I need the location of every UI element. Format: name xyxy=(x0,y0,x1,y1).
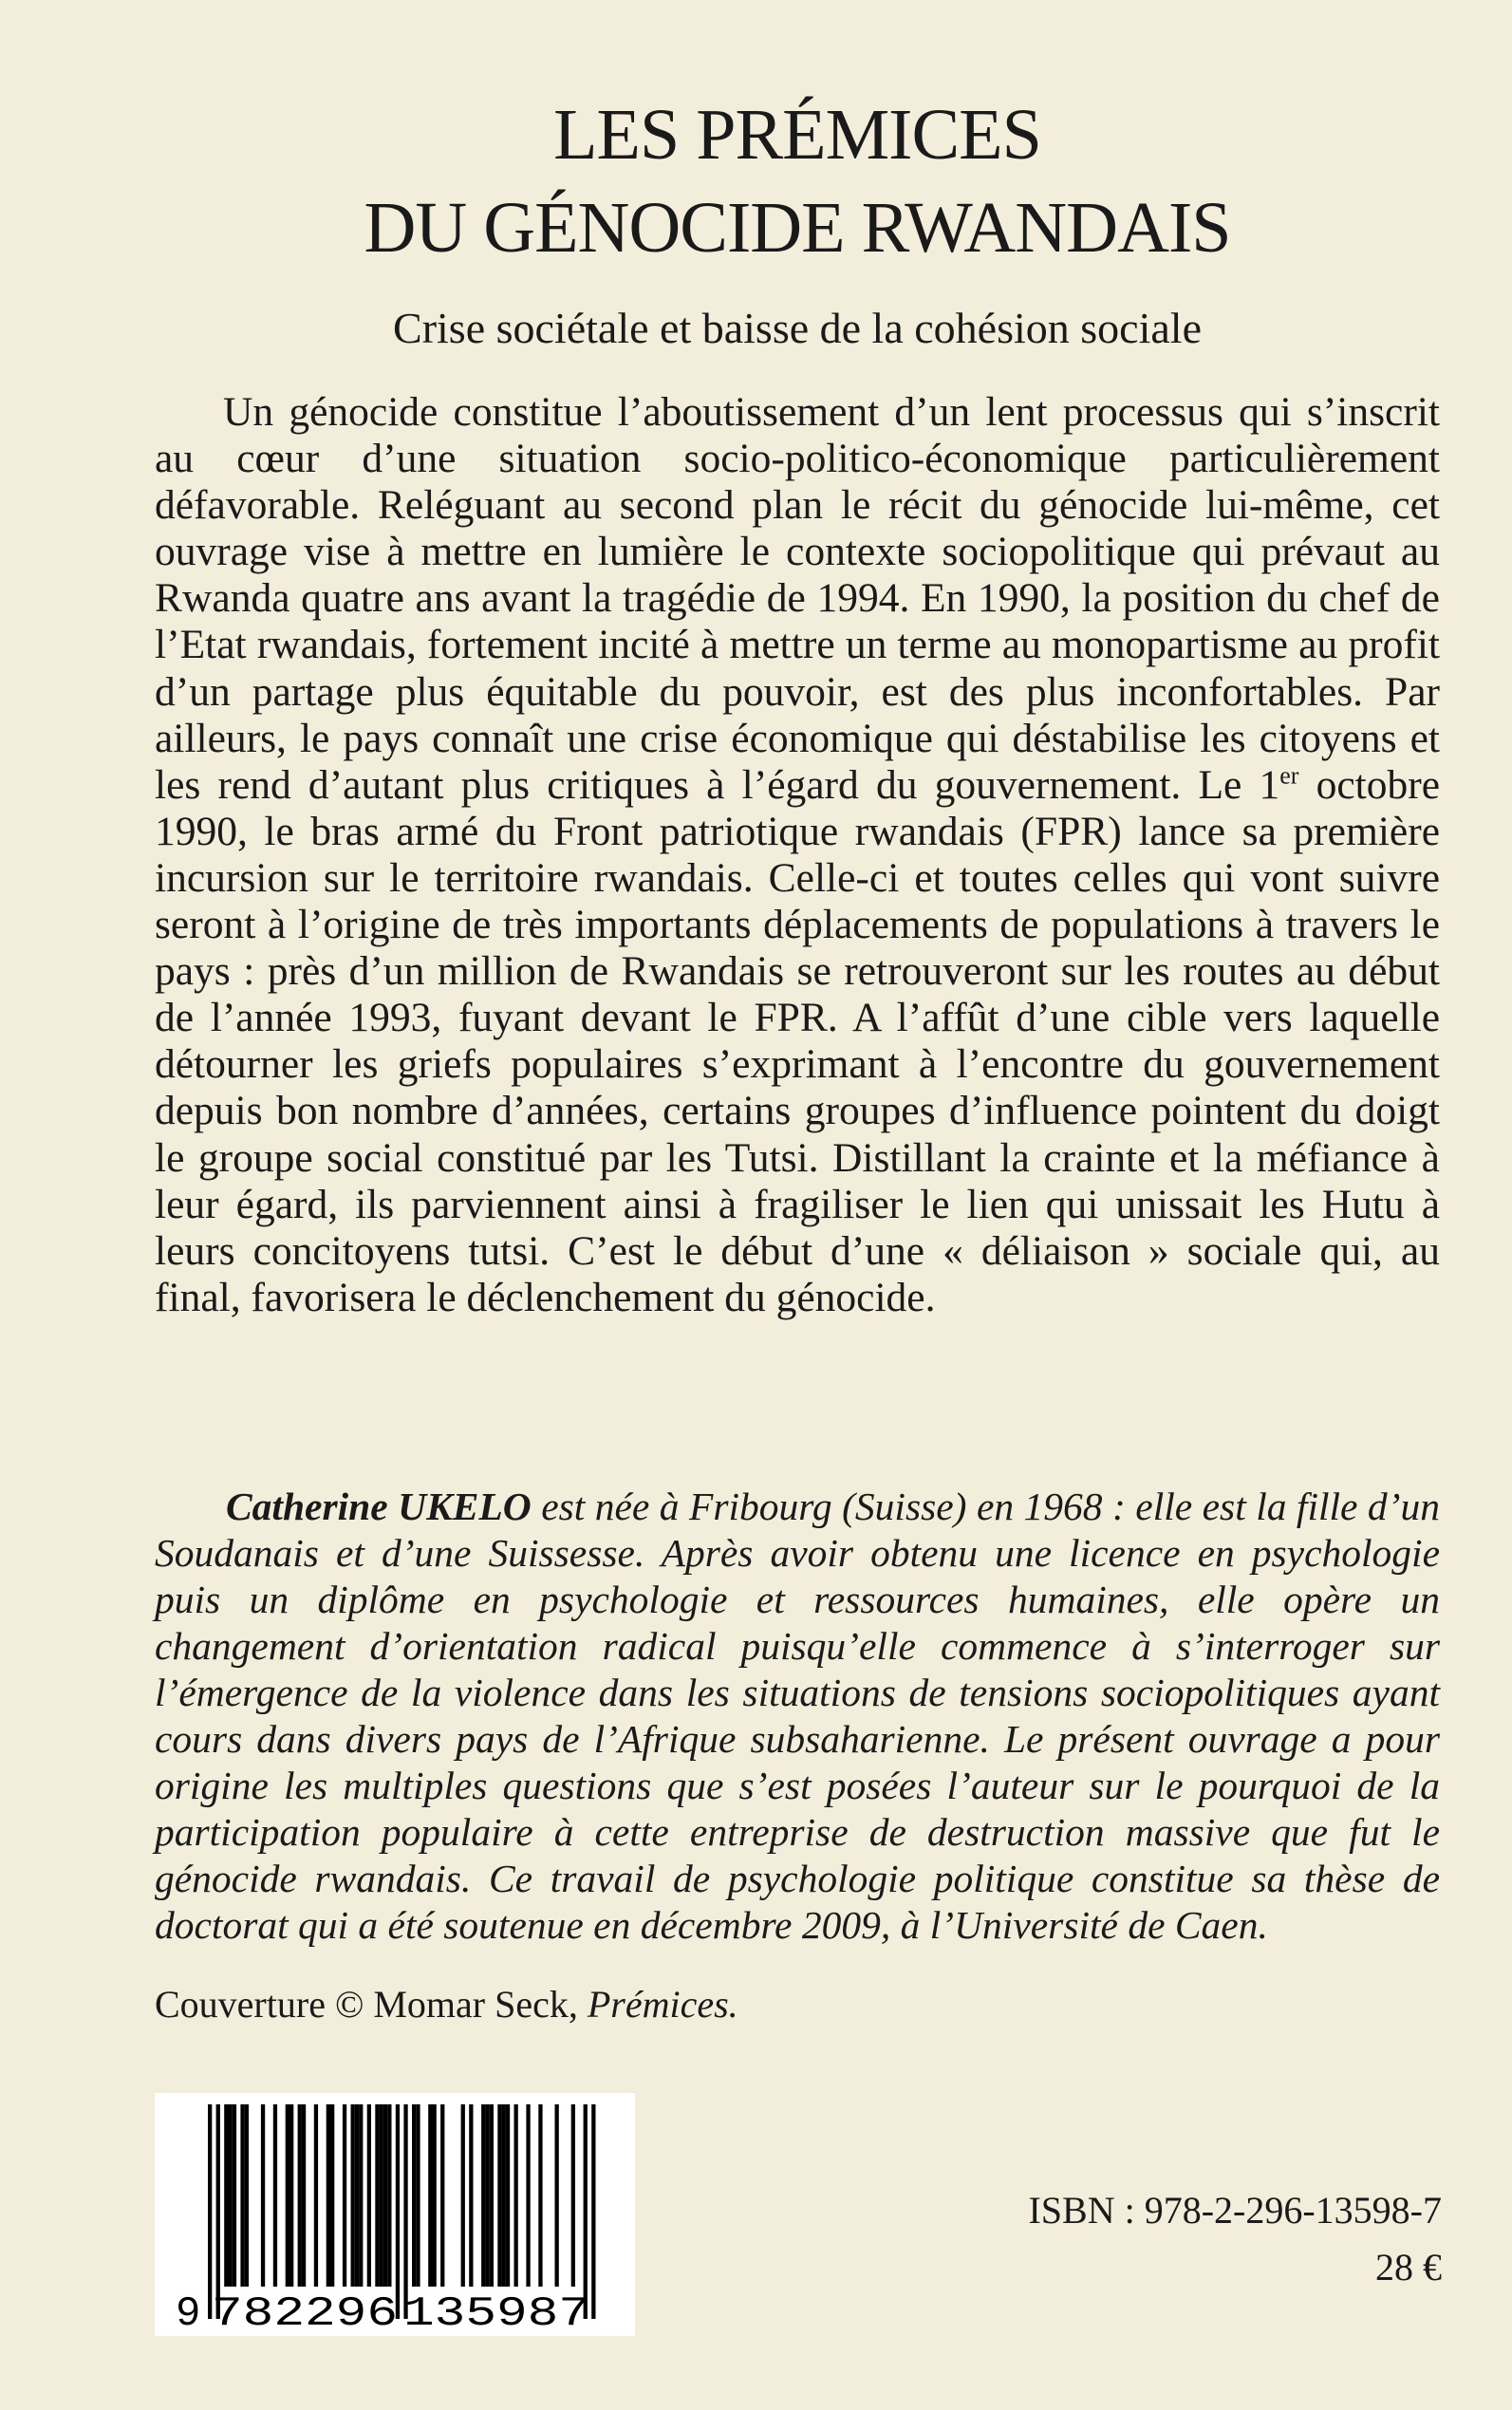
barcode-bar-39 xyxy=(506,2104,510,2287)
barcode-bar-3 xyxy=(229,2104,233,2287)
author-name: Catherine UKELO xyxy=(226,1485,532,1528)
barcode-bar-36 xyxy=(490,2104,494,2287)
barcode-bar-1 xyxy=(216,2104,220,2319)
barcode-bar-17 xyxy=(351,2104,355,2287)
barcode-bar-12 xyxy=(302,2104,306,2287)
barcode-bar-29 xyxy=(428,2104,432,2287)
barcode-bar-10 xyxy=(289,2104,293,2287)
barcode-bar-34 xyxy=(481,2104,485,2287)
barcode-bar-11 xyxy=(298,2104,302,2287)
cover-credit-prefix: Couverture © Momar Seck, xyxy=(155,1983,588,2026)
barcode-bar-44 xyxy=(571,2104,575,2287)
barcode-bar-23 xyxy=(383,2104,387,2287)
barcode-bar-28 xyxy=(416,2104,420,2287)
barcode-bar-7 xyxy=(261,2104,265,2287)
barcode-bar-40 xyxy=(514,2104,518,2287)
barcode-bar-21 xyxy=(375,2104,379,2287)
barcode-bar-32 xyxy=(461,2104,465,2287)
barcode-bar-24 xyxy=(387,2104,391,2287)
barcode-bar-46 xyxy=(591,2104,595,2319)
summary-text-part-1: Un génocide constitue l’aboutissement d’un lent processus qui s’inscrit au cœur d’une situation socio-politico-économique particulièrement défavorable. Reléguant au second plan le récit du génocide lui-même, cet ouvrage vise à mettre en lumière le contexte sociopolitique qui prévaut au Rwanda quatre ans avant la tragédie de 1994. En 1990, la position du chef de l’Etat rwandais, fortement incité à mettre un terme au monopartisme au profit d’un partage plus équitable du pouvoir, est des plus inconfortables. Par ailleurs, le pays connaît une crise économique qui déstabilise les citoyens et les rend d’autant plus critiques à l’égard du gouvernement. Le 1 xyxy=(155,389,1440,808)
barcode-bars xyxy=(208,2104,596,2319)
barcode-right-digits: 135987 xyxy=(403,2290,589,2336)
barcode-bar-41 xyxy=(526,2104,530,2287)
barcode-bar-38 xyxy=(502,2104,506,2287)
barcode-bar-19 xyxy=(359,2104,363,2287)
author-bio xyxy=(155,1484,1440,1949)
barcode-bar-35 xyxy=(485,2104,489,2287)
barcode-bar-45 xyxy=(584,2104,588,2319)
cover-credit-title: Prémices. xyxy=(587,1983,738,2026)
cover-credit xyxy=(155,1982,738,2027)
barcode-bar-5 xyxy=(240,2104,244,2287)
author-bio-text: est née à Fribourg (Suisse) en 1968 : elle est la fille d’un Soudanais et d’une Suissesse. Après avoir obtenu une licence en psychologie puis un diplôme en psychologie et ressources humaines, elle opère un changement d’orientation radical puisqu’elle commence à s’interroger sur l’émergence de la violence dans les situations de tensions sociopolitiques ayant cours dans divers pays de l’Afrique subsaharienne. Le présent ouvrage a pour origine les multiples questions que s’est posées l’auteur sur le pourquoi de la participation populaire à cette entreprise de destruction massive que fut le génocide rwandais. Ce travail de psychologie politique constitue sa thèse de doctorat qui a été soutenue en décembre 2009, à l’Université de Caen. xyxy=(155,1485,1440,1947)
barcode-bar-16 xyxy=(343,2104,346,2287)
barcode-bar-8 xyxy=(273,2104,277,2287)
barcode-bar-27 xyxy=(412,2104,416,2287)
isbn: ISBN : 978-2-296-13598-7 xyxy=(1028,2189,1442,2232)
book-title-line-1: LES PRÉMICES xyxy=(553,95,1041,175)
barcode-bar-33 xyxy=(469,2104,473,2287)
barcode-bar-0 xyxy=(208,2104,212,2319)
barcode-graphic xyxy=(155,2093,635,2336)
barcode-bar-43 xyxy=(555,2104,559,2287)
barcode-bar-37 xyxy=(497,2104,501,2287)
barcode-bar-25 xyxy=(396,2104,400,2319)
barcode-bar-30 xyxy=(433,2104,437,2287)
summary-text-part-2: octobre 1990, le bras armé du Front patriotique rwandais (FPR) lance sa première incursion sur le territoire rwandais. Celle-ci et toutes celles qui vont suivre seront à l’origine de très importants déplacements de populations à travers le pays : près d’un million de Rwandais se retrouveront sur les routes au début de l’année 1993, fuyant devant le FPR. A l’affût d’une cible vers laquelle détourner les griefs populaires s’exprimant à l’encontre du gouvernement depuis bon nombre d’années, certains groupes d’influence pointent du doigt le groupe social constitué par les Tutsi. Distillant la crainte et la méfiance à leur égard, ils parviennent ainsi à fragiliser le lien qui unissait les Hutu à leurs concitoyens tutsi. C’est le début d’une « déliaison » sociale qui, au final, favorisera le déclenchement du génocide. xyxy=(155,761,1441,1320)
barcode-bar-42 xyxy=(538,2104,542,2287)
barcode-bar-13 xyxy=(314,2104,318,2287)
barcode-bar-15 xyxy=(330,2104,334,2287)
barcode-bar-9 xyxy=(286,2104,289,2287)
barcode-bar-2 xyxy=(224,2104,228,2287)
summary-superscript: er xyxy=(1279,761,1299,790)
book-subtitle: Crise sociétale et baisse de la cohésion sociale xyxy=(393,304,1202,352)
barcode-bar-18 xyxy=(355,2104,359,2287)
barcode-left-digits: 782296 xyxy=(212,2290,398,2336)
barcode-bar-31 xyxy=(440,2104,444,2287)
barcode-bar-22 xyxy=(380,2104,383,2287)
barcode-bar-14 xyxy=(327,2104,330,2287)
summary-paragraph xyxy=(155,389,1440,1321)
book-title-line-2: DU GÉNOCIDE RWANDAIS xyxy=(364,188,1231,268)
barcode-first-digit: 9 xyxy=(176,2290,201,2336)
price: 28 € xyxy=(1375,2246,1442,2289)
barcode-bar-26 xyxy=(403,2104,407,2319)
barcode-bar-4 xyxy=(233,2104,236,2287)
barcode-bar-20 xyxy=(367,2104,371,2287)
barcode-bar-6 xyxy=(245,2104,249,2287)
barcode xyxy=(155,2093,635,2336)
